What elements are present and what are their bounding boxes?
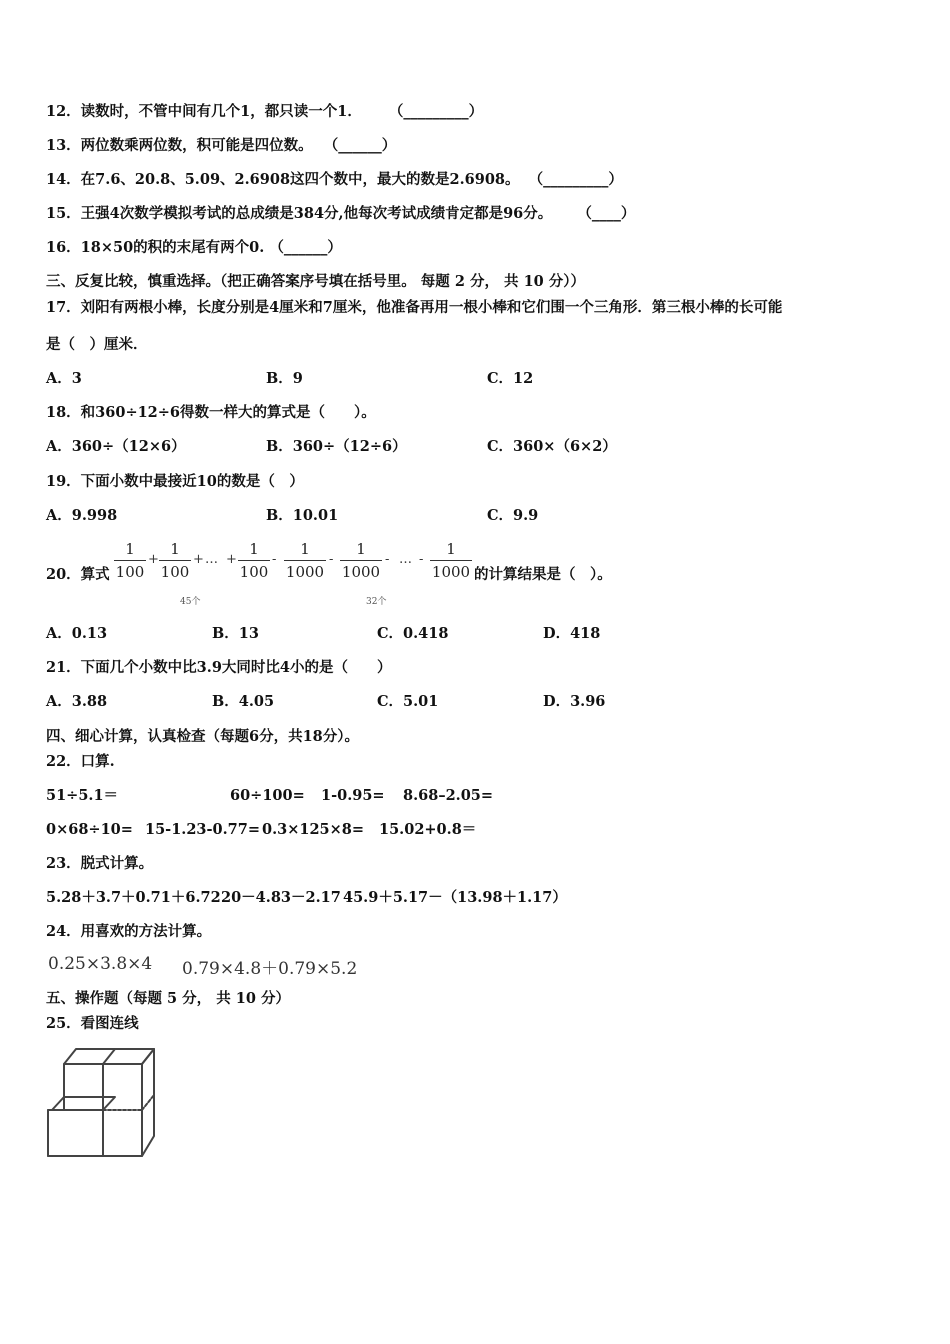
section-4-heading: 四、细心计算，认真检查（每题6分，共18分）。 xyxy=(46,728,360,745)
cube-stack-figure xyxy=(44,1044,160,1164)
oral-calc-2: 60÷100= xyxy=(230,787,305,804)
question-15-text: 15．王强4次数学模拟考试的总成绩是384分,他每次考试成绩肯定都是96分。 xyxy=(46,205,553,222)
minus-sign: - xyxy=(329,552,334,567)
question-16-answer-blank[interactable]: （______） xyxy=(269,239,342,256)
question-12-text: 12．读数时，不管中间有几个1，都只读一个1． xyxy=(46,103,362,120)
fraction-1-1000-b: 1 1000 xyxy=(341,540,381,581)
question-25-title: 25．看图连线 xyxy=(46,1015,139,1032)
section-5-heading: 五、操作题（每题 5 分， 共 10 分） xyxy=(46,990,291,1007)
question-13-answer-blank[interactable]: （______） xyxy=(323,137,397,154)
question-15 xyxy=(46,204,635,224)
question-21: 21．下面几个小数中比3.9大同时比4小的是（ ） xyxy=(46,659,392,676)
oral-calc-4: 8.68–2.05= xyxy=(403,787,494,804)
question-17-line1: 17．刘阳有两根小棒，长度分别是4厘米和7厘米，他准备再用一根小棒和它们围一个三角形．第三根小棒的长可能 xyxy=(46,299,783,316)
question-18: 18．和360÷12÷6得数一样大的算式是（ ）。 xyxy=(46,404,376,421)
question-13-text: 13．两位数乘两位数，积可能是四位数。 xyxy=(46,137,313,154)
fraction-1-1000-a: 1 1000 xyxy=(285,540,325,581)
question-14-answer-blank[interactable]: （_________） xyxy=(528,171,623,188)
step-calc-2: 20－4.83－2.17 xyxy=(221,889,341,906)
q21-option-b[interactable]: B．4.05 xyxy=(212,693,275,710)
question-16 xyxy=(46,238,342,258)
q20-option-d[interactable]: D．418 xyxy=(543,625,601,642)
section-3-heading: 三、反复比较，慎重选择。（把正确答案序号填在括号里。 每题 2 分， 共 10 分）） xyxy=(46,273,586,290)
q17-option-c[interactable]: C．12 xyxy=(487,370,534,387)
oral-calc-5: 0×68÷10= xyxy=(46,821,133,838)
q17-option-b[interactable]: B．9 xyxy=(266,370,303,387)
count-label-45: 45个 xyxy=(180,597,201,607)
minus-sign: - xyxy=(385,552,390,567)
q20-option-c[interactable]: C．0.418 xyxy=(377,625,449,642)
step-calc-3: 45.9＋5.17－（13.98＋1.17） xyxy=(343,889,567,906)
ellipsis: … xyxy=(399,552,412,567)
question-23-title: 23．脱式计算。 xyxy=(46,855,154,872)
calc-expr-1: 0.25×3.8×4 xyxy=(48,954,153,974)
q18-option-b[interactable]: B．360÷（12÷6） xyxy=(266,438,407,455)
q21-option-a[interactable]: A．3.88 xyxy=(46,693,108,710)
question-20-prefix: 20．算式 xyxy=(46,566,110,583)
q19-option-c[interactable]: C．9.9 xyxy=(487,507,539,524)
q19-option-b[interactable]: B．10.01 xyxy=(266,507,339,524)
oral-calc-7: 0.3×125×8= xyxy=(262,821,365,838)
question-15-answer-blank[interactable]: （____） xyxy=(577,205,636,222)
fraction-1-100-c: 1 100 xyxy=(239,540,269,581)
question-13 xyxy=(46,136,396,156)
q21-option-d[interactable]: D．3.96 xyxy=(543,693,606,710)
question-20-suffix: 的计算结果是（ ）。 xyxy=(474,566,612,583)
q19-option-a[interactable]: A．9.998 xyxy=(46,507,118,524)
question-16-text: 16．18×50的积的末尾有两个0. xyxy=(46,239,265,256)
question-12 xyxy=(46,102,483,122)
q21-option-c[interactable]: C．5.01 xyxy=(377,693,439,710)
q18-option-a[interactable]: A．360÷（12×6） xyxy=(46,438,186,455)
oral-calc-3: 1-0.95= xyxy=(321,787,385,804)
plus-sign: + xyxy=(193,552,204,567)
plus-sign: + xyxy=(148,552,159,567)
plus-sign: + xyxy=(226,552,237,567)
ellipsis: … xyxy=(205,552,218,567)
fraction-1-100-a: 1 100 xyxy=(115,540,145,581)
fraction-1-100-b: 1 100 xyxy=(160,540,190,581)
oral-calc-6: 15-1.23-0.77= xyxy=(145,821,260,838)
oral-calc-1: 51÷5.1＝ xyxy=(46,787,119,804)
q20-option-b[interactable]: B．13 xyxy=(212,625,259,642)
question-17-line2: 是（ ）厘米． xyxy=(46,336,148,353)
step-calc-1: 5.28＋3.7＋0.71＋6.72 xyxy=(46,889,221,906)
calc-expr-2: 0.79×4.8＋0.79×5.2 xyxy=(182,959,358,979)
question-14 xyxy=(46,170,623,190)
q17-option-a[interactable]: A．3 xyxy=(46,370,82,387)
fraction-1-1000-c: 1 1000 xyxy=(431,540,471,581)
count-label-32: 32个 xyxy=(366,597,387,607)
oral-calc-8: 15.02+0.8＝ xyxy=(379,821,477,838)
question-24-title: 24．用喜欢的方法计算。 xyxy=(46,923,212,940)
question-12-answer-blank[interactable]: （_________） xyxy=(388,103,484,120)
minus-sign: - xyxy=(419,552,424,567)
question-19: 19．下面小数中最接近10的数是（ ） xyxy=(46,473,304,490)
question-14-text: 14．在7.6、20.8、5.09、2.6908这四个数中，最大的数是2.6908。 xyxy=(46,171,520,188)
minus-sign: - xyxy=(272,552,277,567)
question-22-title: 22．口算. xyxy=(46,753,115,770)
q18-option-c[interactable]: C．360×（6×2） xyxy=(487,438,617,455)
q20-option-a[interactable]: A．0.13 xyxy=(46,625,108,642)
